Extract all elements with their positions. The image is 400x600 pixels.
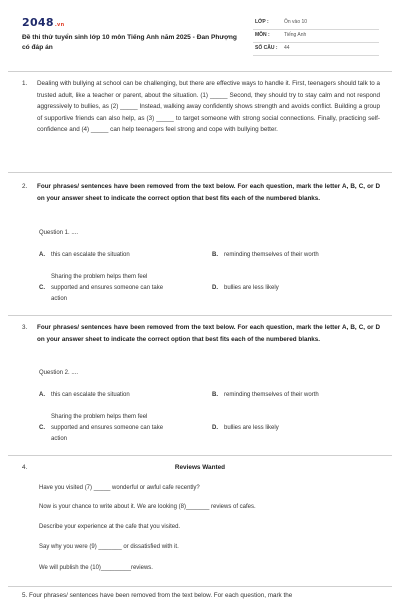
option-letter: A. [39,252,45,258]
review-line-2: Now is your chance to write about it. We are looking (8)_______ reviews of cafes. [39,504,256,510]
question-1-number: 1. [22,80,28,87]
logo-suffix: .vn [54,22,65,28]
option-letter: D. [212,285,218,291]
review-line-5: We will publish the (10)_________reviews. [39,565,153,571]
meta-subject-value: Tiếng Anh [284,32,307,38]
meta-count [253,42,379,56]
question-1 [22,78,380,178]
reviews-title: Reviews Wanted [174,464,226,471]
question-2-option-c[interactable] [39,272,209,308]
option-text: reminding themselves of their worth [224,252,319,258]
option-text: bullies are less likely [224,285,279,291]
header-divider [8,71,392,72]
meta-class [253,16,379,30]
question-3 [22,322,380,362]
option-text-line-3: action [51,296,68,302]
meta-count-value: 44 [284,45,290,51]
divider-2 [8,315,392,316]
question-1-passage: Dealing with bullying at school can be challenging, but there are effective ways to handle it. First, teenagers should talk to a trusted adult, like a teacher or parent, about the situation. (1) _____ Second, they should try to stay calm and not respond aggressively to bullies, as (2) _____ Instead, walking away confidently shows strength and avoids conflict. Building a group of supportive friends can also help, as (3) _____ to target someone with strong social connections. Finally, practicing self-confidence and (4) _____ can help teenagers feel strong and cope with bullying better. [37,80,380,134]
option-text-line-1: Sharing the problem helps them feel [51,274,148,280]
meta-subject [253,29,379,43]
question-4-number: 4. [22,464,28,471]
review-line-3: Describe your experience at the cafe that you visited. [39,524,181,530]
option-letter: B. [212,392,218,398]
option-letter: A. [39,392,45,398]
option-text-line-2: supported and ensures someone can take [51,425,164,431]
review-line-1: Have you visited (7) _____ wonderful or awful cafe recently? [39,485,200,491]
meta-class-value: Ôn vào 10 [284,19,308,25]
question-2-number: 2. [22,183,28,190]
question-3-instruction: Four phrases/ sentences have been removed from the text below. For each question, mark the letter A, B, C, or D on your answer sheet to indicate the correct option that best fits each of the numbered blanks. [37,324,380,343]
option-letter: C. [39,285,45,291]
option-letter: D. [212,425,218,431]
divider-1 [8,172,392,173]
question-2-label: Question 1. .... [39,230,79,236]
divider-4 [8,586,392,587]
meta-class-key: LỚP : [255,19,269,25]
logo-text: 2048 [22,16,54,29]
question-2-instruction: Four phrases/ sentences have been removed from the text below. For each question, mark the letter A, B, C, or D on your answer sheet to indicate the correct option that best fits each of the numbered blanks. [37,183,380,202]
review-line-4: Say why you were (9) _______ or dissatisfied with it. [39,544,179,550]
option-text-line-2: supported and ensures someone can take [51,285,164,291]
question-3-label: Question 2. .... [39,370,79,376]
option-letter: C. [39,425,45,431]
option-text: this can escalate the situation [51,392,130,398]
divider-3 [8,455,392,456]
question-3-number: 3. [22,324,28,331]
option-text: bullies are less likely [224,425,279,431]
option-letter: B. [212,252,218,258]
option-text: this can escalate the situation [51,252,130,258]
option-text-line-3: action [51,436,68,442]
question-2 [22,181,380,221]
question-5-fragment: 5. Four phrases/ sentences have been removed from the text below. For each question, mark the [22,592,293,599]
meta-subject-key: MÔN : [255,32,270,38]
site-logo[interactable] [22,16,64,29]
meta-count-key: SỐ CÂU : [255,45,278,51]
document-header [0,0,400,70]
document-title: Đề thi thử tuyển sinh lớp 10 môn Tiếng Anh năm 2025 - Đan Phượng có đáp án [22,34,237,51]
question-3-option-c[interactable] [39,412,209,448]
option-text: reminding themselves of their worth [224,392,319,398]
option-text-line-1: Sharing the problem helps them feel [51,414,148,420]
